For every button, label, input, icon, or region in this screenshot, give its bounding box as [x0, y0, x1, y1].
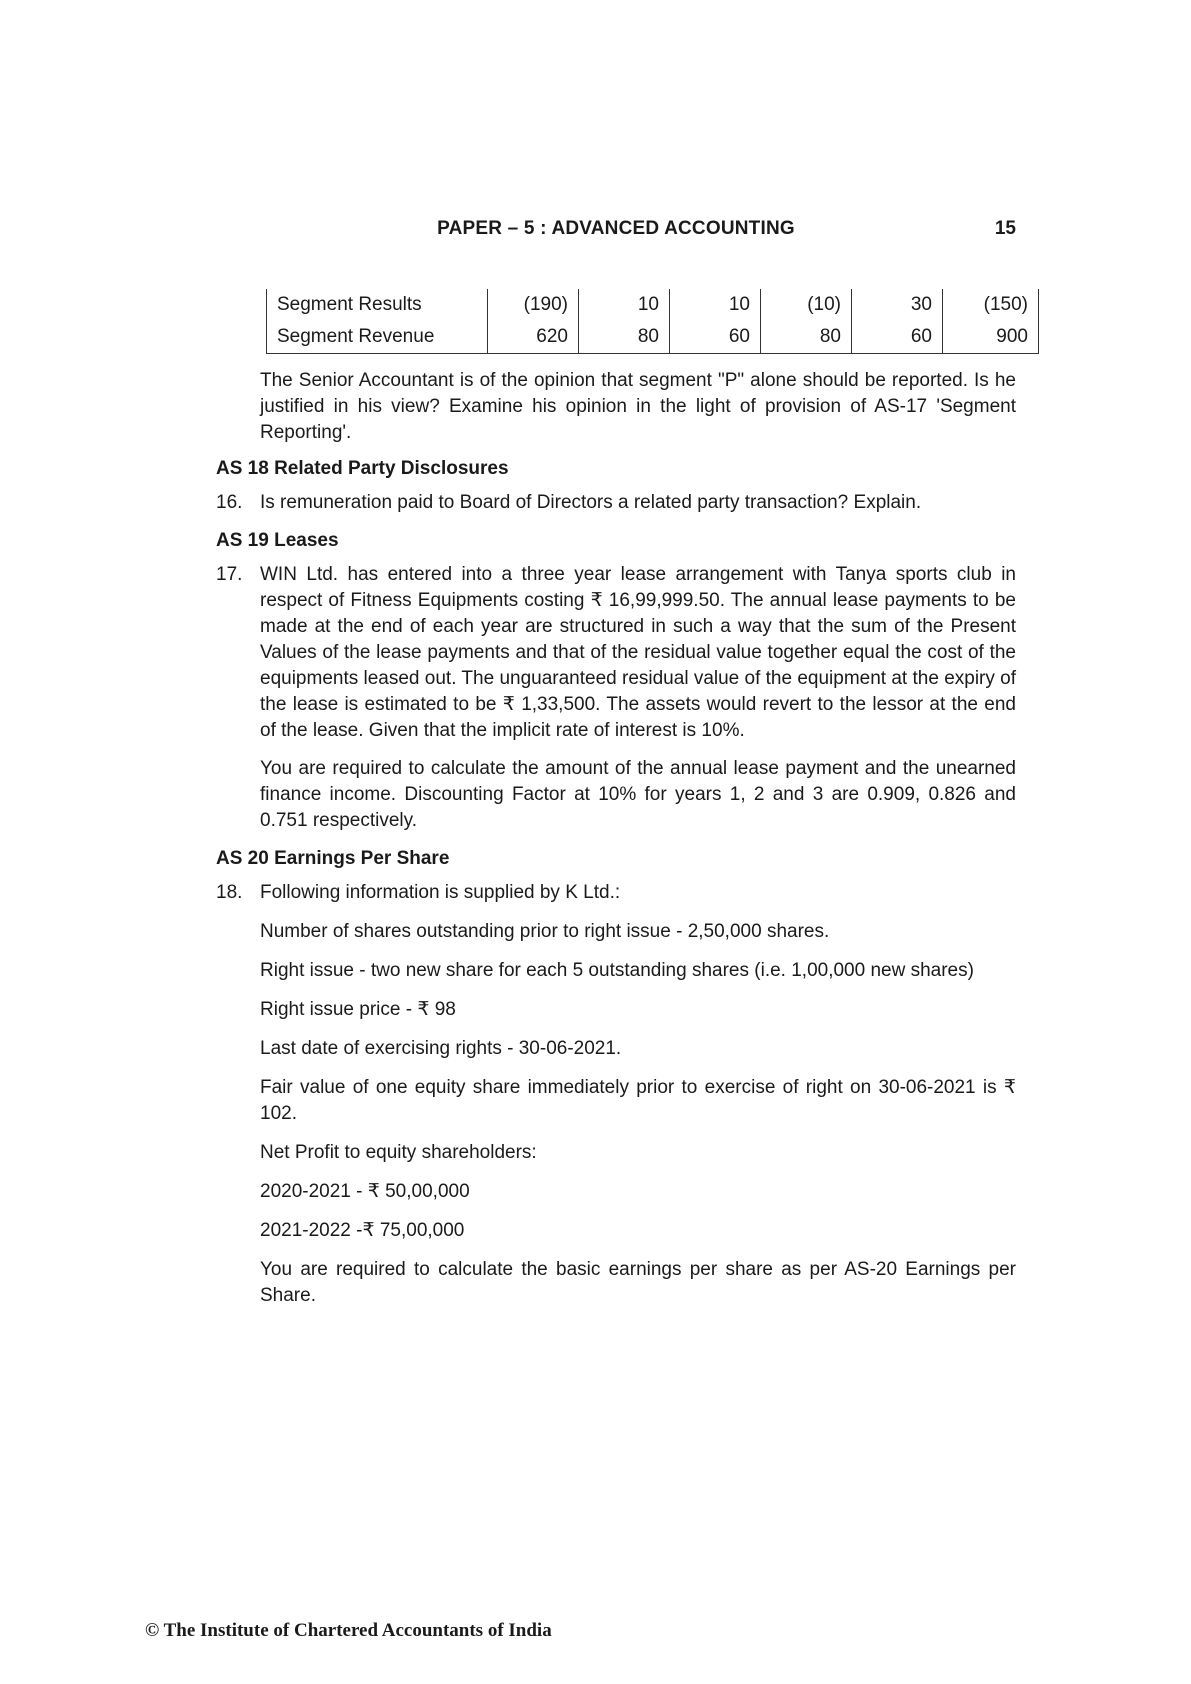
info-line: Net Profit to equity shareholders:	[260, 1142, 537, 1163]
table-cell: (10)	[761, 289, 852, 321]
question-text: WIN Ltd. has entered into a three year lease arrangement with Tanya sports club in respect of Fitness Equipments costing ₹ 16,99,999.50. The annual lease payments to be made at the end of each year are structured in such a way that the sum of the Present Values of the lease payments and that of the residual value together equal the cost of the equipments leased out. The unguaranteed residual value of the equipment at the expiry of the lease is estimated to be ₹ 1,33,500. The assets would revert to the lessor at the end of the lease. Given that the implicit rate of interest is 10%.	[260, 564, 1016, 741]
table-cell: 10	[579, 289, 670, 321]
question-text: Is remuneration paid to Board of Directors a related party transaction? Explain.	[260, 492, 922, 513]
question-18	[216, 880, 1016, 906]
question-17-part-2: You are required to calculate the amount of the annual lease payment and the unearned finance income. Discounting Factor at 10% for years 1, 2 and 3 are 0.909, 0.826 and 0.751 respectively.	[260, 758, 1016, 831]
copyright-footer: © The Institute of Chartered Accountants of India	[145, 1620, 552, 1641]
info-line: 2020-2021 - ₹ 50,00,000	[260, 1181, 470, 1202]
info-line: Right issue - two new share for each 5 outstanding shares (i.e. 1,00,000 new shares)	[260, 960, 974, 981]
section-heading-as20: AS 20 Earnings Per Share	[216, 848, 450, 869]
table-cell: 80	[579, 321, 670, 354]
table-cell: 80	[761, 321, 852, 354]
question-17	[216, 562, 1016, 744]
table-cell: 620	[488, 321, 579, 354]
q15-paragraph: The Senior Accountant is of the opinion that segment "P" alone should be reported. Is he justified in his view? Examine his opinion in the light of provision of AS-17 'Segment Reporting'.	[260, 370, 1016, 443]
table-cell: 30	[852, 289, 943, 321]
table-cell: (190)	[488, 289, 579, 321]
page-number: 15	[994, 218, 1016, 239]
info-line: Fair value of one equity share immediately prior to exercise of right on 30-06-2021 is ₹ 102.	[260, 1077, 1016, 1124]
question-number: 18.	[216, 882, 243, 903]
question-number: 16.	[216, 492, 243, 513]
question-text: Following information is supplied by K Ltd.:	[260, 882, 621, 903]
info-line: Right issue price - ₹ 98	[260, 999, 456, 1020]
table-row	[267, 289, 1039, 321]
info-line: Number of shares outstanding prior to right issue - 2,50,000 shares.	[260, 921, 830, 942]
row-label: Segment Results	[267, 289, 488, 321]
segment-table	[266, 289, 1039, 354]
question-number: 17.	[216, 564, 243, 585]
info-line: 2021-2022 -₹ 75,00,000	[260, 1220, 465, 1241]
question-16	[216, 490, 1016, 516]
table-cell: 10	[670, 289, 761, 321]
table-cell: (150)	[943, 289, 1039, 321]
info-line: You are required to calculate the basic earnings per share as per AS-20 Earnings per Share.	[260, 1259, 1016, 1306]
section-heading-as19: AS 19 Leases	[216, 530, 339, 551]
table-row	[267, 321, 1039, 354]
row-label: Segment Revenue	[267, 321, 488, 354]
table-cell: 60	[852, 321, 943, 354]
table-cell: 60	[670, 321, 761, 354]
header-title: PAPER – 5 : ADVANCED ACCOUNTING	[437, 218, 795, 239]
main-content	[216, 368, 1016, 1309]
page-header	[216, 218, 1016, 248]
table-cell: 900	[943, 321, 1039, 354]
section-heading-as18: AS 18 Related Party Disclosures	[216, 458, 509, 479]
info-line: Last date of exercising rights - 30-06-2021.	[260, 1038, 622, 1059]
